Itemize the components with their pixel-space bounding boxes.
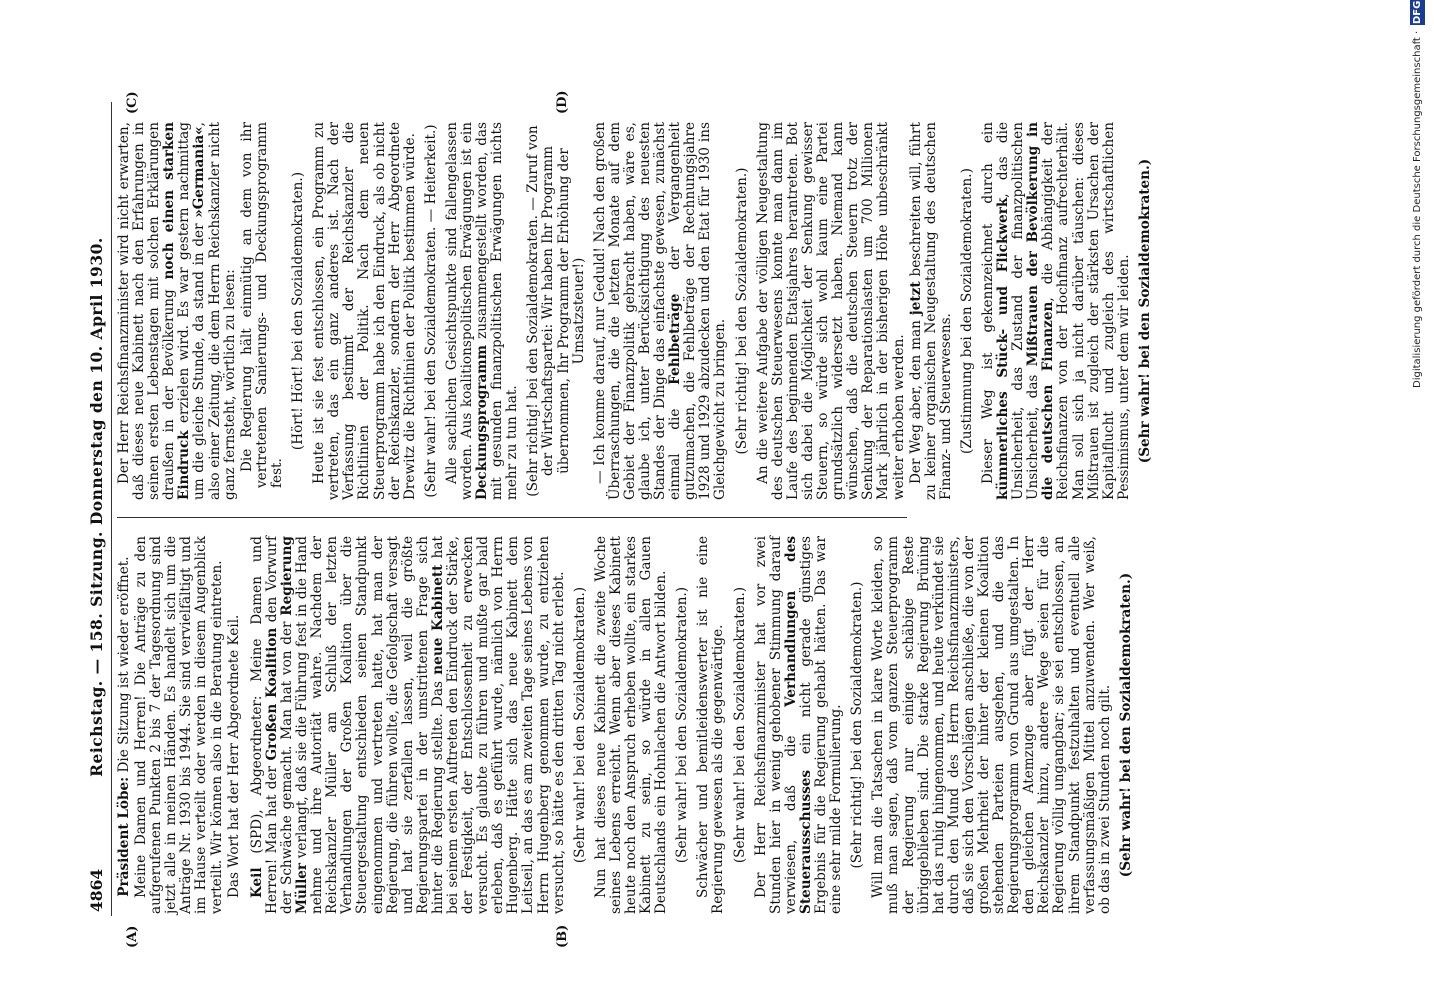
paragraph: Will man die Tatsachen in klare Worte kleiden, so muß man sagen, daß vom ganzen Steuerprogramm der Regierung nur einige schäbige Reste übriggeblieben sind. Die starke Regierung Brüning hat das ruhig hingenommen, und heute verkündet sie durch den Mund des Herrn Reichsfinanzministers, daß sie sich den Vorschlägen anschließe, die von der großen Mehrheit der hinter der kleinen Koalition stehenden Parteien ausgehen, und die das Regierungsprogramm von Grund aus umgestalten. In den gleichen Atemzuge aber fügt der Herr Reichskanzler hinzu, andere Wege seien für die Regierung völlig ungangbar; sie sei entschlossen, an ihrem Standpunkt festzuhalten und eventuell alle verfassungsmäßigen Mittel anzuwenden. Wer weiß, ob das in zwei Stunden noch gilt. [870, 536, 1113, 914]
interjection: (Sehr wahr! bei den Sozialdemokraten.) [674, 586, 691, 864]
margin-mark-b: (B) [555, 924, 570, 948]
text-run: der Vergangenheit gutzumachen, die Fehlbeträge der Rechnungsjahre 1928 und 1929 abzudecken und den Etat für 1930 ins Gleichgewicht zu bringen. [667, 122, 729, 500]
emphasis: kümmerliches Stück- und Flickwerk [995, 197, 1012, 500]
text-run: den Vorwurf der Schwäche gemacht. Man hat von der [263, 536, 295, 914]
text-run: beschreiten will, führt zu keiner organischen Neugestaltung des deutschen Finanz- und Steuerwesens. [907, 122, 954, 500]
text-run: Der Herr Reichsfinanzminister wird nicht erwarten, daß dieses neue Kabinett nach den Erfahrungen in seinen ersten Lebenstagen mit solchen Erklärungen draußen in der Bevölkerung [116, 122, 178, 500]
text-run: Der Weg aber, den man [907, 315, 924, 484]
paragraph [250, 536, 567, 914]
paragraph: Heute ist sie fest entschlossen, ein Programm zu vertreten, das ein ganz anderes ist. Nach der Verfassung bestimmt der Reichskanzler die Richtlinien der Politik. Nach dem neuen Steuerprogramm habe ich den Eindruck, als ob nicht der Reichskanzler, sondern der Herr Abgeordnete Drewitz die Richtlinien der Politik bestimmen würde. [311, 122, 418, 500]
speaker-name: Keil [248, 867, 265, 898]
emphasis: Fehlbeträge [667, 293, 684, 385]
emphasis: Verhandlungen des Steuerausschusses [782, 536, 814, 914]
interjection: (Sehr richtig! bei den Sozialdemokraten. — Zuruf von der Wirtschaftspartei: Wir haben Ihr Programm übernommen, Ihr Programm der Erhöhung der Umsatzsteuer!) [525, 125, 587, 497]
text-run: — Ich komme darauf, nur Geduld! Nach den großen Überraschungen, die die letzten Monate auf dem Gebiet der Finanzpolitik gebracht haben, wäre es, glaube ich, unter Berücksichtigung des neuesten Standes der Dinge das einfachste gewesen, zunächst einmal die [591, 122, 684, 500]
paragraph [117, 122, 238, 500]
paragraph [754, 536, 845, 914]
paragraph [981, 122, 1132, 500]
paragraph [593, 122, 729, 500]
text-run: , das die Unsicherheit, das Zustand der finanzpolitischen Unsicherheit, das [995, 122, 1042, 500]
header-rule [111, 102, 112, 916]
interjection: (Sehr wahr! bei den Sozialdemokraten.) [571, 586, 588, 864]
paragraph: An die weitere Aufgabe der völligen Neugestaltung des deutschen Steuerwesens konnte man dann im Laufe des beginnenden Etatsjahres herantreten. Bot sich dabei die Möglichkeit der Senkung gewisser Steuern, so würde sich wohl kaum eine Partei grundsätzlich widersetzt haben. Niemand kann wünschen, daß die deutschen Steuern trotz der Senkung der Reparationslasten um 700 Millionen Mark jährlich in der bisherigen Höhe unbeschränkt weiter erhoben werden. [754, 122, 907, 500]
emphasis: neue Kabinett [429, 564, 446, 675]
margin-mark-d: (D) [555, 90, 570, 114]
interjection: (Zustimmung bei den Sozialdemokraten.) [958, 168, 975, 454]
right-column [117, 122, 1159, 500]
emphasis: Mißtrauen der Bevölkerung in die deutschen Finanzen [1025, 122, 1057, 500]
interjection: (Sehr richtig! bei den Sozialdemokraten.) [733, 167, 750, 455]
page-number: 4864 [87, 868, 106, 912]
column-rule [117, 517, 907, 518]
interjection: (Sehr richtig! bei den Sozialdemokraten.) [849, 581, 866, 869]
text-run: (SPD), Abgeordneter: Meine Damen und Herren! Man hat der [248, 536, 280, 914]
text-run: Alle sachlichen Gesichtspunkte sind fallengelassen worden. Aus koalitionspolitischen Erwägungen ist ein [443, 122, 475, 500]
speaker-name: Präsident Löbe: [116, 776, 132, 897]
margin-mark-c: (C) [125, 91, 140, 114]
credit-text: Digitalisierung gefördert durch die Deutsche Forschungsgemeinschaft · [1412, 30, 1423, 388]
emphasis: Deckungsprogramm [474, 344, 491, 500]
paragraph [117, 536, 132, 914]
text-run: zusammengestellt worden, das mit gesunden finanzpolitischen Erwägungen nichts mehr zu tun hat. [474, 122, 521, 500]
interjection: (Sehr wahr! bei den Sozialdemokraten.) [1117, 572, 1134, 878]
interjection: (Sehr wahr! bei den Sozialdemokraten.) [731, 586, 748, 864]
emphasis: »Germania« [191, 126, 208, 218]
rotated-page [85, 82, 1385, 952]
text-run: erzielen wird. Es war gestern nachmittag um die gleiche Stunde, da stand in der [176, 122, 208, 500]
text-run: , die Abhängigkeit der Reichsfinanzen von der Hochfinanz aufrechterhält. Man soll sich ja nicht darüber täuschen: dieses Mißtrauen ist zugleich der stärksten Ursachen der Kapitalflucht und zugleich des wirtschaftlichen Pessimismus, unter dem wir leiden. [1040, 122, 1132, 500]
paragraph [445, 122, 520, 500]
running-header [85, 102, 111, 912]
interjection: (Sehr wahr! bei den Sozialdemokraten.) [1136, 158, 1153, 464]
paragraph: Schwächer und bemitleidenswerter ist nie eine Regierung gewesen als die gegenwärtige. [695, 536, 727, 914]
paragraph: Nun hat dieses neue Kabinett die zweite Woche seines Lebens erreicht. Wenn aber dieses Kabinett heute noch den Anspruch erheben wollte, ein starkes Kabinett zu sein, so würde in allen Gauen Deutschlands ein Hohnlachen die Antwort bilden. [592, 536, 670, 914]
paragraph: Das Wort hat der Herr Abgeordnete Keil. [225, 614, 242, 898]
text-run: , also einer Zeitung, die dem Herrn Reichskanzler nicht ganz fernsteht, wörtlich zu lesen: [191, 122, 238, 500]
emphasis: Regierung Müller [278, 536, 311, 914]
emphasis: Großen Koalition [263, 627, 280, 761]
emphasis: noch einen starken Eindruck [161, 122, 193, 500]
text-run: verlangt, daß sie die Führung fest in die Hand nehme und ihre Autorität wahre. Nachdem der Reichskanzler Müller am Schluß der letzten Verhandlungen der Großen Koalition über die Steuergestaltung entschieden seinen Standpunkt eingenommen und vertreten hatte, hat man der Regierung, die führen wollte, die Gefolgschaft versagt und hat sie zerfallen lassen, weil die größte Regierungspartei in der umstrittenen Frage sich hinter die Regierung stellte. Das [294, 536, 446, 914]
left-column [117, 536, 1140, 914]
digitization-credit [1410, 0, 1432, 388]
emphasis: jetzt [907, 281, 924, 316]
text-run: Der Herr Reichsfinanzminister hat vor zwei Stunden hier in wenig gehobener Stimmung darauf verwiesen, daß die [752, 536, 799, 914]
margin-mark-a: (A) [125, 925, 140, 948]
text-run: ein nicht gerade günstiges Ergebnis für die Regierung gehabt hätten. Das war eine sehr milde Formulierung. [797, 536, 845, 914]
interjection: (Sehr wahr! bei den Sozialdemokraten. — Heiterkeit.) [422, 124, 439, 498]
paragraph-text: Die Sitzung ist wieder eröffnet. [116, 556, 132, 777]
dfg-logo: DFG [1412, 0, 1423, 24]
running-title: Reichstag. — 158. Sitzung. Donnerstag den 10. April 1930. [87, 237, 106, 777]
text-run: hat bei seinem ersten Auftreten den Eindruck der Stärke, der Festigkeit, der Entschlossenheit zu erwecken versucht. Es glaubte zu führen und mußte gar bald erleben, daß es geführt wurde, nämlich von Herrn Hugenberg. Hätte sich das neue Kabinett dem Leitseil, an das es am zweiten Tage seines Lebens von Herrn Hugenberg genommen wurde, zu entziehen versucht, so hätte es den dritten Tag nicht erlebt. [429, 536, 567, 914]
paragraph [909, 122, 954, 500]
quotation: Die Regierung hält einmütig an dem von ihr vertretenen Sanierungs- und Deckungsprogramm fest. [238, 122, 285, 488]
paragraph: Meine Damen und Herren! Die Anträge zu den aufgerufenen Punkten 2 bis 7 der Tagesordnung sind jetzt alle in meinen Händen. Es handelt sich um die Anträge Nr. 1930 bis 1944. Sie sind vervielfältigt und im Hause verteilt oder werden in diesem Augenblick verteilt. Wir können also in die Beratung eintreten. [133, 536, 225, 914]
interjection: (Hört! Hört! bei den Sozialdemokraten.) [290, 171, 307, 451]
text-run: Dieser Weg ist gekennzeichnet durch ein [979, 122, 996, 484]
